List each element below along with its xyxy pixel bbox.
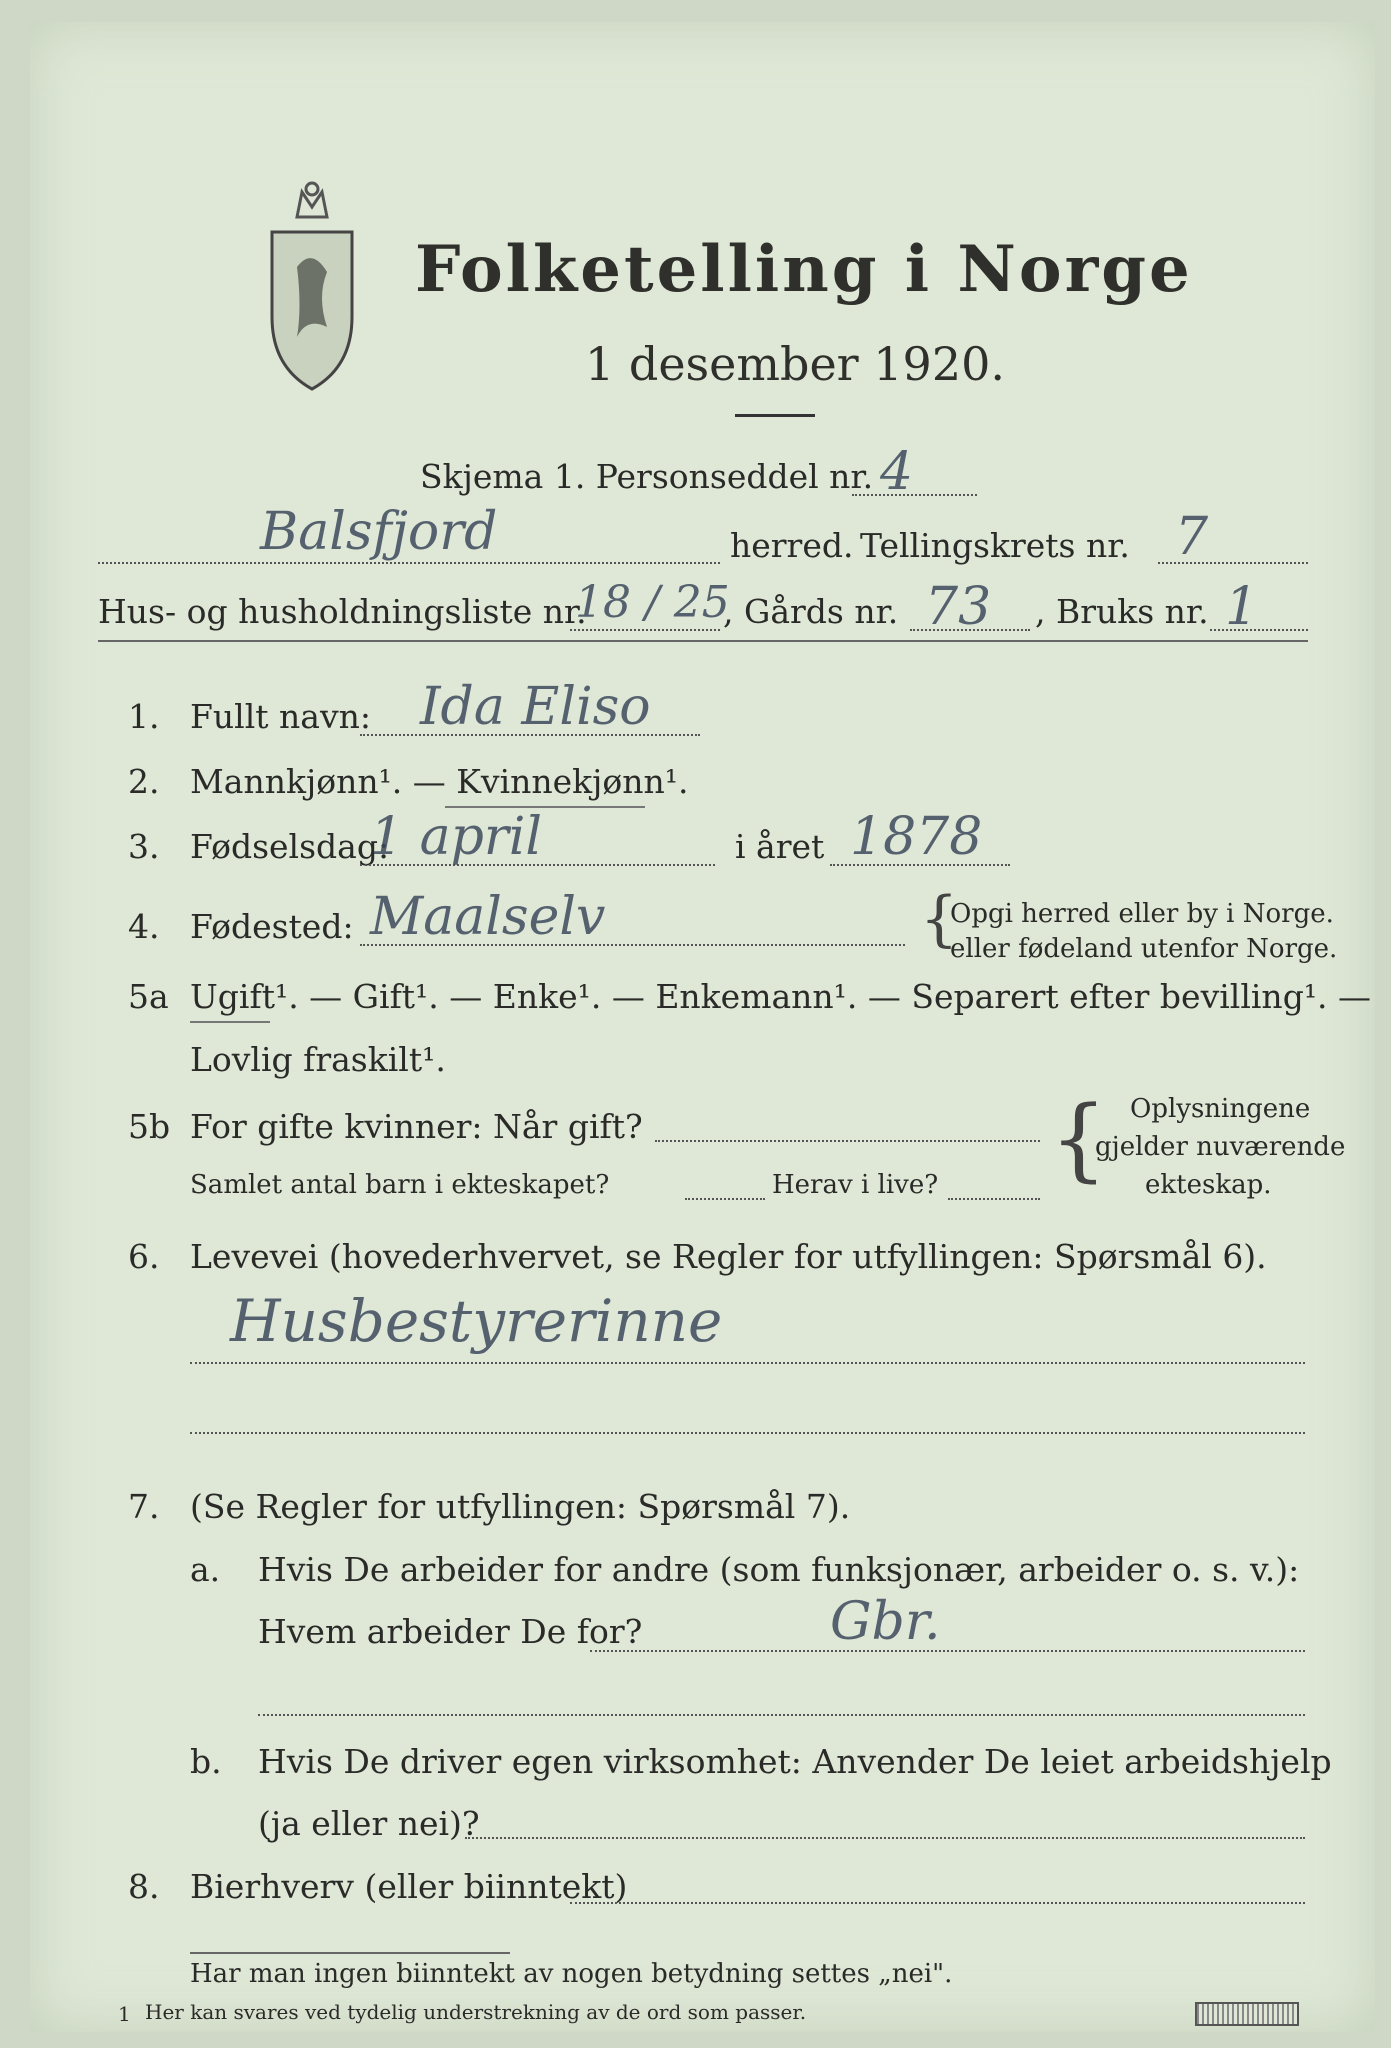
q8-field-line bbox=[570, 1902, 1305, 1904]
q5b-number: 5b bbox=[128, 1107, 171, 1146]
q7b-letter: b. bbox=[190, 1742, 222, 1781]
q5b-brace: { bbox=[1050, 1087, 1108, 1192]
census-form-page bbox=[30, 22, 1375, 2032]
q6-number: 6. bbox=[128, 1237, 160, 1276]
q4-number: 4. bbox=[128, 907, 160, 946]
q6-label: Levevei (hovederhvervet, se Regler for utfyllingen: Spørsmål 6). bbox=[190, 1237, 1267, 1276]
occupation-value[interactable]: Husbestyrerinne bbox=[230, 1287, 723, 1355]
q5b-label-line2: Samlet antal barn i ekteskapet? bbox=[190, 1170, 610, 1200]
q7b-label-line2: (ja eller nei)? bbox=[258, 1804, 480, 1843]
q8-label: Bierhverv (eller biinntekt) bbox=[190, 1867, 628, 1906]
q1-number: 1. bbox=[128, 697, 160, 736]
q8-number: 8. bbox=[128, 1867, 160, 1906]
q5b-alive-field-line bbox=[948, 1198, 1040, 1200]
q7-number: 7. bbox=[128, 1487, 160, 1526]
q7a-field-line2 bbox=[258, 1714, 1305, 1716]
gards-label: , Gårds nr. bbox=[723, 592, 899, 631]
footnote: Her kan svares ved tydelig understrekning av de ord som passer. bbox=[145, 2000, 807, 2024]
q1-label: Fullt navn: bbox=[190, 697, 371, 736]
herred-value[interactable]: Balsfjord bbox=[260, 502, 498, 562]
tellingskrets-label: Tellingskrets nr. bbox=[860, 526, 1130, 565]
header-separator bbox=[98, 640, 1308, 642]
q5b-note-line2: gjelder nuværende bbox=[1095, 1132, 1346, 1162]
q5b-label: For gifte kvinner: Når gift? bbox=[190, 1107, 643, 1146]
q5b-note-line3: ekteskap. bbox=[1145, 1170, 1272, 1200]
q4-label: Fødested: bbox=[190, 907, 354, 946]
q3-year-label: i året bbox=[735, 827, 825, 866]
schema-label: Skjema 1. Personseddel nr. bbox=[420, 457, 874, 496]
q4-note-line2: eller fødeland utenfor Norge. bbox=[950, 934, 1338, 964]
employer-value[interactable]: Gbr. bbox=[830, 1592, 941, 1652]
document-title: Folketelling i Norge bbox=[415, 232, 1193, 307]
nei-note: Har man ingen biinntekt av nogen betydning settes „nei". bbox=[190, 1959, 953, 1989]
title-divider bbox=[735, 414, 815, 417]
printer-stamp-icon bbox=[1195, 2002, 1299, 2026]
hus-field-line bbox=[570, 629, 720, 631]
q5b-label-line3: Herav i live? bbox=[772, 1170, 939, 1200]
tellingskrets-value[interactable]: 7 bbox=[1175, 507, 1209, 567]
coat-of-arms-icon bbox=[267, 177, 357, 392]
q4-brace: { bbox=[920, 884, 959, 954]
herred-field-line bbox=[98, 562, 720, 564]
birthplace-value[interactable]: Maalselv bbox=[370, 887, 606, 947]
q7a-label-line2: Hvem arbeider De for? bbox=[258, 1612, 643, 1651]
q2-number: 2. bbox=[128, 762, 160, 801]
q2-label: Mannkjønn¹. — Kvinnekjønn¹. bbox=[190, 762, 689, 801]
q4-note-line1: Opgi herred eller by i Norge. bbox=[950, 899, 1334, 929]
schema-field-line bbox=[852, 494, 977, 496]
bruks-label: , Bruks nr. bbox=[1035, 592, 1209, 631]
note-separator bbox=[190, 1952, 510, 1954]
q6-field-line1 bbox=[190, 1362, 1305, 1364]
birthday-value[interactable]: 1 april bbox=[370, 807, 543, 867]
q5b-note-line1: Oplysningene bbox=[1130, 1094, 1311, 1124]
q3-number: 3. bbox=[128, 827, 160, 866]
q3-label: Fødselsdag: bbox=[190, 827, 390, 866]
q5a-number: 5a bbox=[128, 977, 169, 1016]
q7a-label: Hvis De arbeider for andre (som funksjonær, arbeider o. s. v.): bbox=[258, 1550, 1300, 1589]
census-date: 1 desember 1920. bbox=[585, 337, 1005, 391]
q7a-field-line bbox=[590, 1650, 1305, 1652]
ugift-underline bbox=[190, 1021, 270, 1023]
q5a-label: Ugift¹. — Gift¹. — Enke¹. — Enkemann¹. — Separert efter bevilling¹. — bbox=[190, 977, 1372, 1016]
hus-value[interactable]: 18 / 25 bbox=[575, 577, 730, 628]
birth-year-value[interactable]: 1878 bbox=[850, 807, 983, 867]
footnote-marker: 1 bbox=[118, 2002, 131, 2026]
schema-value[interactable]: 4 bbox=[880, 442, 914, 502]
bruks-value[interactable]: 1 bbox=[1225, 577, 1259, 637]
q6-field-line2 bbox=[190, 1432, 1305, 1434]
full-name-value[interactable]: Ida Eliso bbox=[420, 677, 651, 737]
gards-value[interactable]: 73 bbox=[925, 577, 992, 637]
q7b-label: Hvis De driver egen virksomhet: Anvender De leiet arbeidshjelp bbox=[258, 1742, 1332, 1781]
q5a-label-line2: Lovlig fraskilt¹. bbox=[190, 1040, 446, 1079]
q5b-married-field-line bbox=[655, 1140, 1040, 1142]
q5b-children-field-line bbox=[685, 1198, 765, 1200]
q7b-field-line bbox=[465, 1837, 1305, 1839]
q7-label: (Se Regler for utfyllingen: Spørsmål 7). bbox=[190, 1487, 851, 1526]
hus-label: Hus- og husholdningsliste nr. bbox=[98, 592, 587, 631]
herred-label: herred. bbox=[730, 526, 854, 565]
q7a-letter: a. bbox=[190, 1550, 221, 1589]
